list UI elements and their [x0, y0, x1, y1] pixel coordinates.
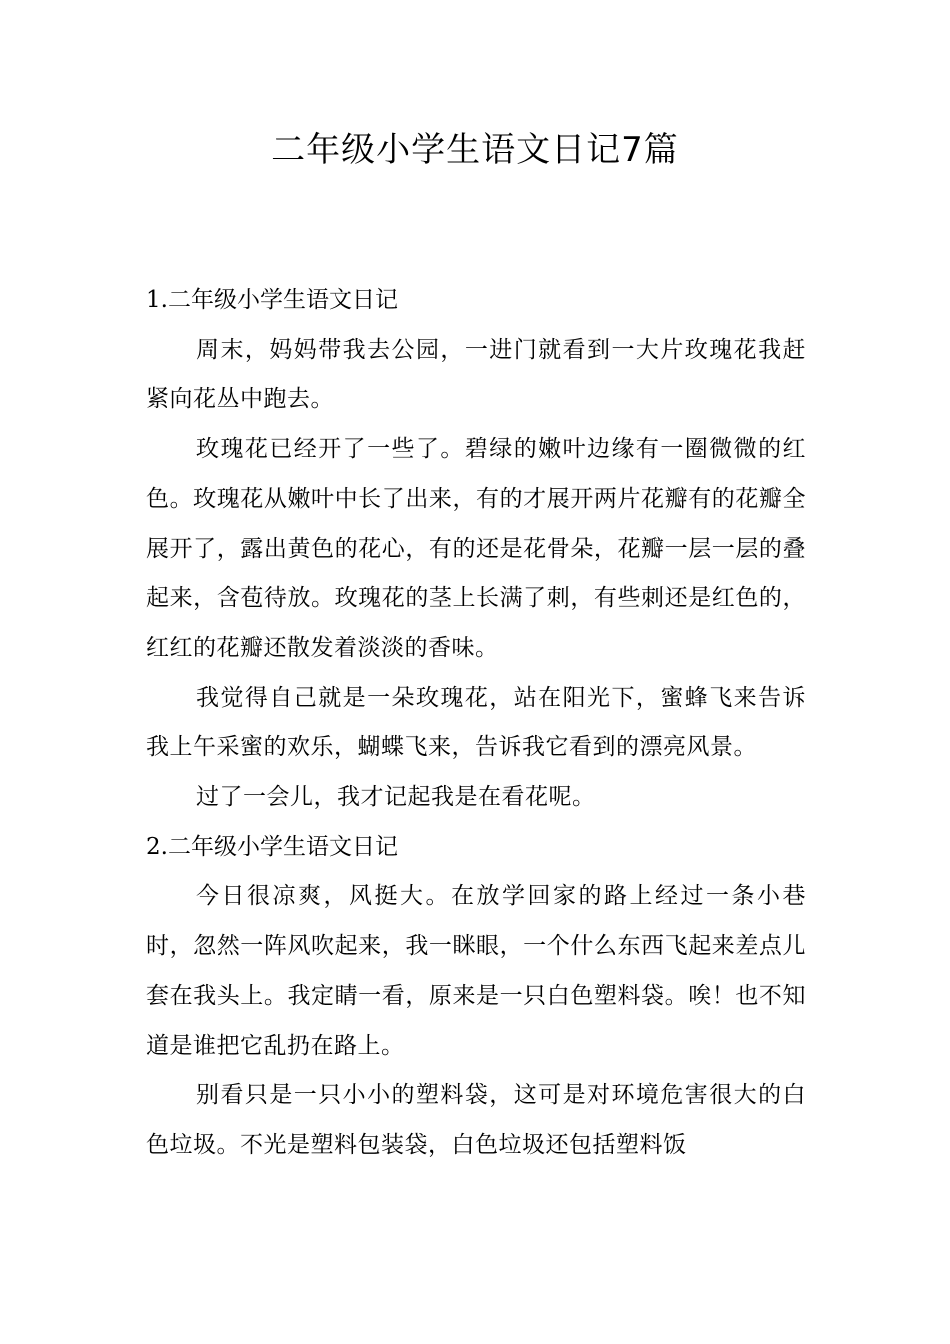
- paragraph: 别看只是一只小小的塑料袋，这可是对环境危害很大的白色垃圾。不光是塑料包装袋，白色垃圾还包括塑料饭: [146, 1082, 806, 1158]
- diary-section-2: [146, 823, 806, 1171]
- document-title: 二年级小学生语文日记7篇: [271, 130, 679, 170]
- paragraph: 我觉得自己就是一朵玫瑰花，站在阳光下，蜜蜂飞来告诉我上午采蜜的欢乐，蝴蝶飞来，告诉我它看到的漂亮风景。: [146, 684, 806, 761]
- diary-section-1: [146, 276, 806, 823]
- document-body: [146, 276, 806, 1171]
- paragraph: 周末，妈妈带我去公园，一进门就看到一大片玫瑰花我赶紧向花丛中跑去。: [146, 336, 806, 413]
- section-heading: 2.二年级小学生语文日记: [146, 833, 398, 860]
- section-heading: 1.二年级小学生语文日记: [146, 287, 398, 313]
- paragraph: 玫瑰花已经开了一些了。碧绿的嫩叶边缘有一圈微微的红色。玫瑰花从嫩叶中长了出来，有的才展开两片花瓣有的花瓣全展开了，露出黄色的花心，有的还是花骨朵，花瓣一层一层的叠起来，含苞待放。玫瑰花的茎上长满了刺，有些刺还是红色的，红红的花瓣还散发着淡淡的香味。: [146, 436, 806, 661]
- paragraph: 过了一会儿，我才记起我是在看花呢。: [196, 784, 596, 811]
- paragraph: 今日很凉爽，风挺大。在放学回家的路上经过一条小巷时，忽然一阵风吹起来，我一眯眼，一个什么东西飞起来差点儿套在我头上。我定睛一看，原来是一只白色塑料袋。唉！也不知道是谁把它乱扔在路上。: [146, 883, 806, 1059]
